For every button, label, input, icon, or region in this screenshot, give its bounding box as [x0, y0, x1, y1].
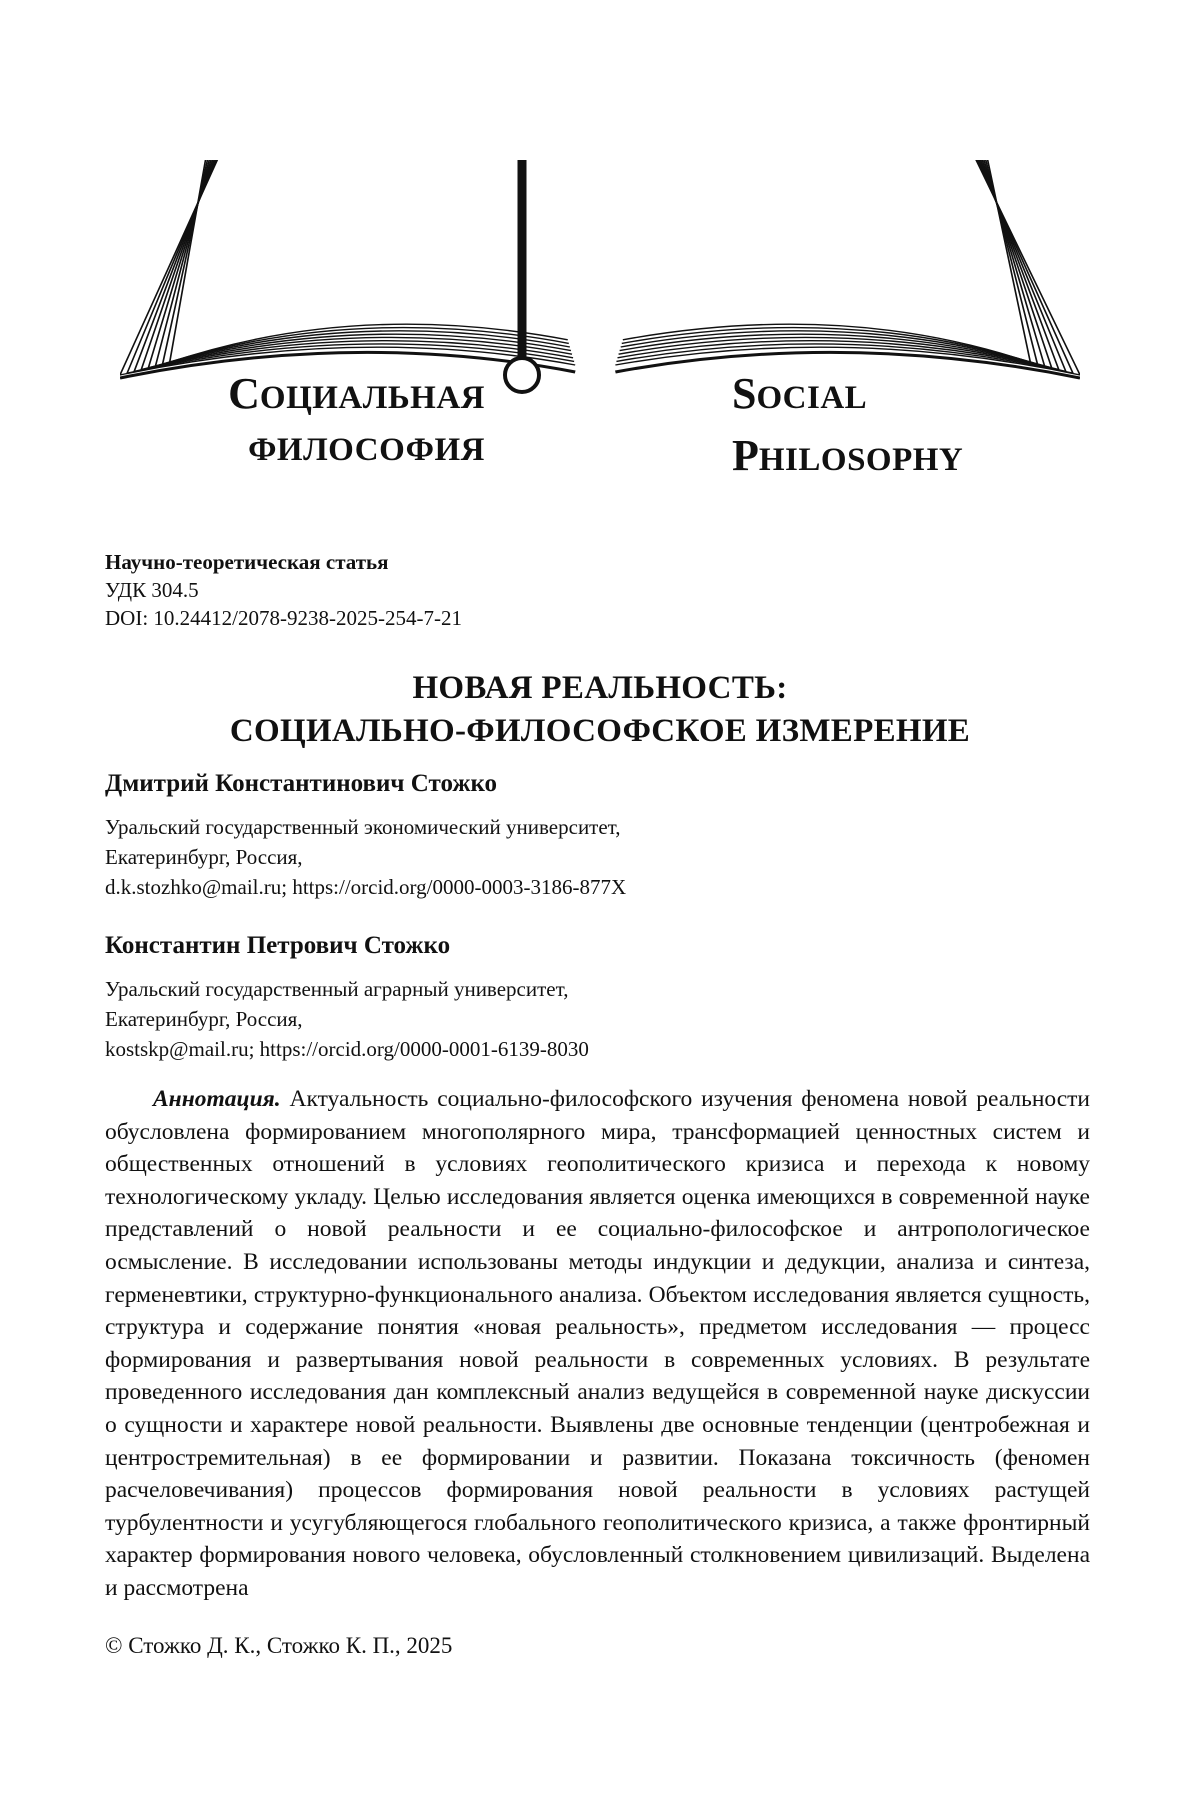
author-name: Дмитрий Константинович Стожко	[105, 770, 497, 798]
udk-code: УДК 304.5	[105, 576, 462, 604]
journal-title-en-line2	[732, 434, 963, 478]
journal-title-en-cap: S	[732, 369, 756, 418]
author-contacts: d.k.stozhko@mail.ru; https://orcid.org/0000-0003-3186-877X	[105, 872, 626, 902]
article-type: Научно-теоретическая статья	[105, 548, 462, 576]
journal-title-ru-line2-text: ФИЛОСОФИЯ	[248, 432, 485, 468]
journal-title-en2-rest: HILOSOPHY	[759, 442, 963, 478]
journal-title-ru-cap: С	[228, 369, 260, 418]
author-affiliation	[105, 974, 589, 1064]
document-page	[0, 0, 1200, 1800]
author-name: Константин Петрович Стожко	[105, 932, 450, 960]
article-title	[0, 667, 1200, 753]
author-affiliation	[105, 812, 626, 902]
book-page-line	[618, 160, 1066, 371]
author-contacts: kostskp@mail.ru; https://orcid.org/0000-0001-6139-8030	[105, 1034, 589, 1064]
book-page-line	[622, 160, 1038, 364]
journal-title-ru-line1	[228, 372, 485, 416]
affiliation-university: Уральский государственный аграрный университет,	[105, 974, 589, 1004]
book-page-line	[141, 160, 572, 370]
book-page-line	[120, 160, 575, 375]
article-title-line1: НОВАЯ РЕАЛЬНОСТЬ:	[0, 667, 1200, 710]
book-page-line	[148, 160, 571, 368]
journal-title-ru-line2	[248, 434, 485, 467]
abstract-text: Актуальность социально-философского изучения феномена новой реальности обусловлена формированием многополярного мира, трансформацией ценностных систем и общественных отношений в условиях геополитического кризиса и перехода к новому технологическому укладу. Целью исследования является оценка имеющихся в современной науке представлений о новой реальности и ее социально-философское и антропологическое осмысление. В исследовании использованы методы индукции и дедукции, анализа и синтеза, герменевтики, структурно-функционального анализа. Объектом исследования является сущность, структура и содержание понятия «новая реальность», предметом исследования — процесс формирования и развертывания новой реальности в современных условиях. В результате проведенного исследования дан комплексный анализ ведущейся в современной науке дискуссии о сущности и характере новой реальности. Выявлены две основные тенденции (центробежная и центростремительная) в ее формировании и развитии. Показана токсичность (феномен расчеловечивания) процессов формирования новой реальности в условиях растущей турбулентности и усугубляющегося глобального геополитического кризиса, а также фронтирный характер формирования нового человека, обусловленный столкновением цивилизаций. Выделена и рассмотрена	[105, 1086, 1090, 1601]
journal-title-ru-rest: ОЦИАЛЬНАЯ	[260, 380, 485, 416]
book-page-line	[623, 160, 1031, 362]
journal-title-en-line1	[732, 372, 867, 416]
article-title-line2: СОЦИАЛЬНО-ФИЛОСОФСКОЕ ИЗМЕРЕНИЕ	[0, 710, 1200, 753]
journal-title-en2-cap: P	[732, 431, 759, 480]
article-meta	[105, 548, 462, 632]
abstract	[105, 1083, 1090, 1605]
journal-title-en-rest: OCIAL	[756, 380, 867, 416]
affiliation-city: Екатеринбург, Россия,	[105, 842, 626, 872]
book-page-line	[620, 160, 1052, 368]
doi: DOI: 10.24412/2078-9238-2025-254-7-21	[105, 604, 462, 632]
journal-logo	[120, 160, 1080, 460]
affiliation-university: Уральский государственный экономический университет,	[105, 812, 626, 842]
book-page-line	[163, 160, 569, 364]
abstract-label: Аннотация.	[153, 1086, 281, 1112]
affiliation-city: Екатеринбург, Россия,	[105, 1004, 589, 1034]
copyright: © Стожко Д. К., Стожко К. П., 2025	[105, 1633, 452, 1659]
